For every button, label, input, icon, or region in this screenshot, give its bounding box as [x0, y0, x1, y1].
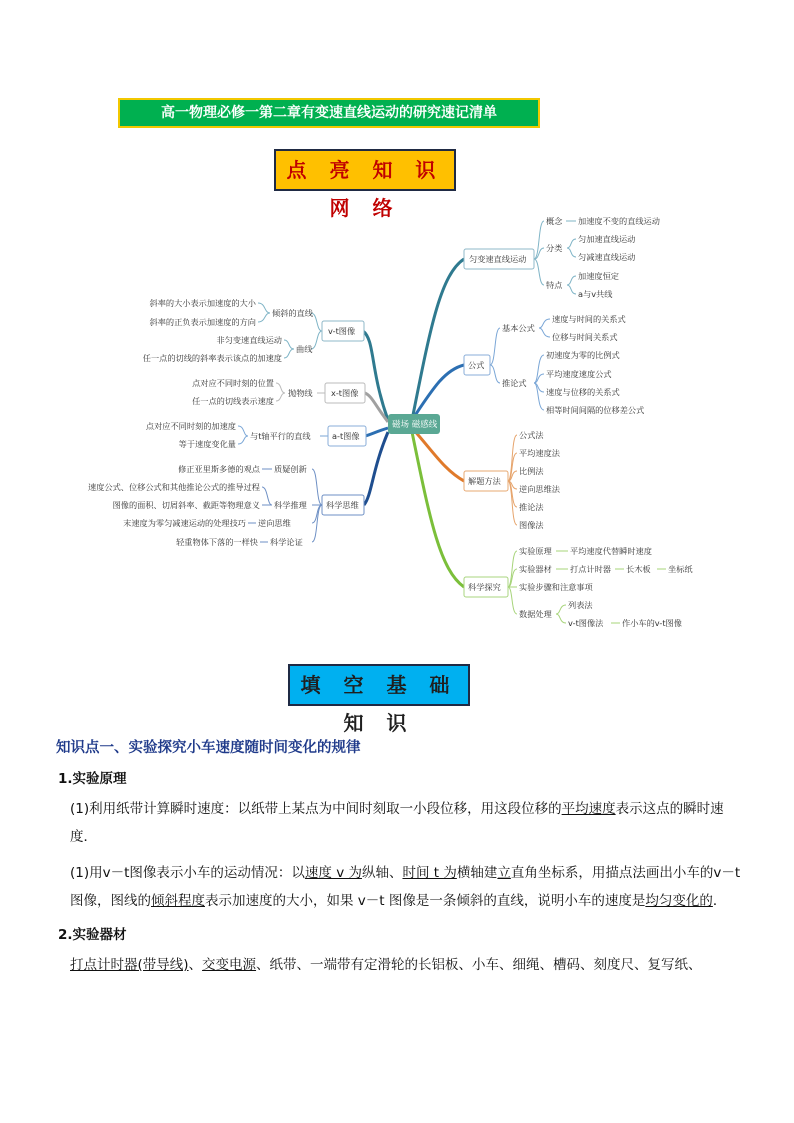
node-principle-1: 平均速度代替瞬时速度	[570, 546, 652, 556]
node-methods: 解题方法	[468, 476, 501, 486]
node-formula: 公式	[468, 360, 485, 370]
node-equipment: 实验器材	[519, 564, 552, 574]
node-parabola: 抛物线	[288, 388, 313, 398]
document-title: 高一物理必修一第二章有变速直线运动的研究速记清单	[118, 98, 540, 128]
subsection-equipment: 2.实验器材	[58, 927, 127, 943]
node-at-a: 点对应不同时刻的加速度	[145, 421, 236, 431]
branch-line	[364, 432, 388, 505]
node-derived-d: 相等时间间隔的位移差公式	[546, 405, 645, 415]
node-basic-a: 速度与时间的关系式	[552, 314, 626, 324]
node-vt-graph: v-t图像	[328, 326, 356, 336]
node-method-a: 公式法	[519, 430, 544, 440]
node-curve: 曲线	[296, 344, 313, 354]
node-xt-graph: x-t图像	[331, 388, 359, 398]
node-para-a: 点对应不同时刻的位置	[192, 378, 274, 388]
node-derived-a: 初速度为零的比例式	[546, 350, 620, 360]
node-thinking-a: 修正亚里斯多德的观点	[178, 464, 260, 474]
node-data-1: 列表法	[568, 600, 593, 610]
subsection-principle: 1.实验原理	[58, 771, 127, 787]
node-concept-def: 加速度不变的直线运动	[578, 216, 660, 226]
node-thinking-d-1: 逆向思维	[258, 518, 291, 528]
node-steps: 实验步骤和注意事项	[519, 582, 593, 592]
node-concept: 概念	[546, 216, 563, 226]
paragraph-principle-1: (1)利用纸带计算瞬时速度：以纸带上某点为中间时刻取一小段位移，用这段位移的平均速度表示这点的瞬时速度．	[70, 801, 724, 845]
node-class-accel: 匀加速直线运动	[578, 234, 636, 244]
node-class-decel: 匀减速直线运动	[578, 252, 636, 262]
node-slope-a: 斜率的大小表示加速度的大小	[149, 298, 256, 308]
node-method-c: 比例法	[519, 466, 544, 476]
paragraph-equipment: 打点计时器(带导线)、交变电源、纸带、一端带有定滑轮的长铝板、小车、细绳、槽码、刻度尺、复写纸、	[70, 957, 702, 973]
section-heading-fill-blank: 填 空 基 础 知 识	[288, 664, 470, 706]
node-derived-b: 平均速度速度公式	[546, 369, 612, 379]
node-parallel-line: 与t轴平行的直线	[250, 431, 311, 441]
node-thinking-a-1: 质疑创新	[274, 464, 307, 474]
node-thinking-d: 末速度为零匀减速运动的处理技巧	[123, 518, 246, 528]
node-basic-b: 位移与时间关系式	[552, 332, 618, 342]
node-data-3: 作小车的v-t图像	[622, 618, 682, 628]
node-uniform-motion: 匀变速直线运动	[469, 254, 527, 264]
node-method-d: 逆向思维法	[519, 484, 560, 494]
node-derived-formula: 推论式	[502, 378, 527, 388]
branch-line	[365, 428, 388, 436]
node-equipment-1: 打点计时器	[570, 564, 611, 574]
node-method-b: 平均速度法	[519, 448, 560, 458]
node-feature-b: a与v共线	[578, 289, 613, 299]
mind-map	[0, 200, 794, 645]
branch-line	[412, 259, 464, 420]
node-para-b: 任一点的切线表示速度	[192, 396, 274, 406]
node-classification: 分类	[546, 243, 563, 253]
node-center: 磁场 磁感线	[392, 420, 438, 430]
branch-line	[412, 432, 464, 587]
node-method-f: 图像法	[519, 520, 544, 530]
node-principle: 实验原理	[519, 546, 552, 556]
node-method-e: 推论法	[519, 502, 544, 512]
node-data-processing: 数据处理	[519, 609, 552, 619]
content-body	[56, 736, 746, 987]
node-data-2: v-t图像法	[568, 618, 604, 628]
node-curve-a: 非匀变速直线运动	[216, 335, 282, 345]
node-equipment-3: 坐标纸	[668, 564, 693, 574]
node-thinking-c: 图像的面积、切屑斜率、截距等物理意义	[112, 500, 260, 510]
section-heading-knowledge-network: 点 亮 知 识 网 络	[274, 149, 456, 191]
branch-line	[412, 365, 464, 420]
node-scientific-thinking: 科学思维	[326, 500, 359, 510]
node-reasoning: 科学推理	[274, 500, 307, 510]
node-at-b: 等于速度变化量	[178, 439, 236, 449]
node-sloped-line: 倾斜的直线	[272, 308, 313, 318]
paragraph-principle-2: (1)用v－t图像表示小车的运动情况：以速度 v 为纵轴、时间 t 为横轴建立直角坐标系，用描点法画出小车的v－t图像，图线的倾斜程度表示加速度的大小，如果 v－t 图像是一条倾斜的直线，说明小车的速度是均匀变化的．	[70, 865, 741, 909]
node-feature-a: 加速度恒定	[578, 271, 619, 281]
node-derived-c: 速度与位移的关系式	[546, 387, 620, 397]
node-slope-b: 斜率的正负表示加速度的方向	[149, 317, 256, 327]
node-inquiry: 科学探究	[468, 582, 501, 592]
node-feature: 特点	[546, 280, 563, 290]
node-equipment-2: 长木板	[626, 564, 651, 574]
knowledge-point-title: 知识点一、实验探究小车速度随时间变化的规律	[56, 740, 361, 756]
node-thinking-b: 速度公式、位移公式和其他推论公式的推导过程	[88, 482, 260, 492]
node-at-graph: a-t图像	[332, 431, 360, 441]
node-curve-b: 任一点的切线的斜率表示该点的加速度	[142, 353, 282, 363]
node-thinking-e-1: 科学论证	[270, 537, 303, 547]
node-thinking-e: 轻重物体下落的一样快	[176, 537, 258, 547]
node-basic-formula: 基本公式	[502, 323, 535, 333]
